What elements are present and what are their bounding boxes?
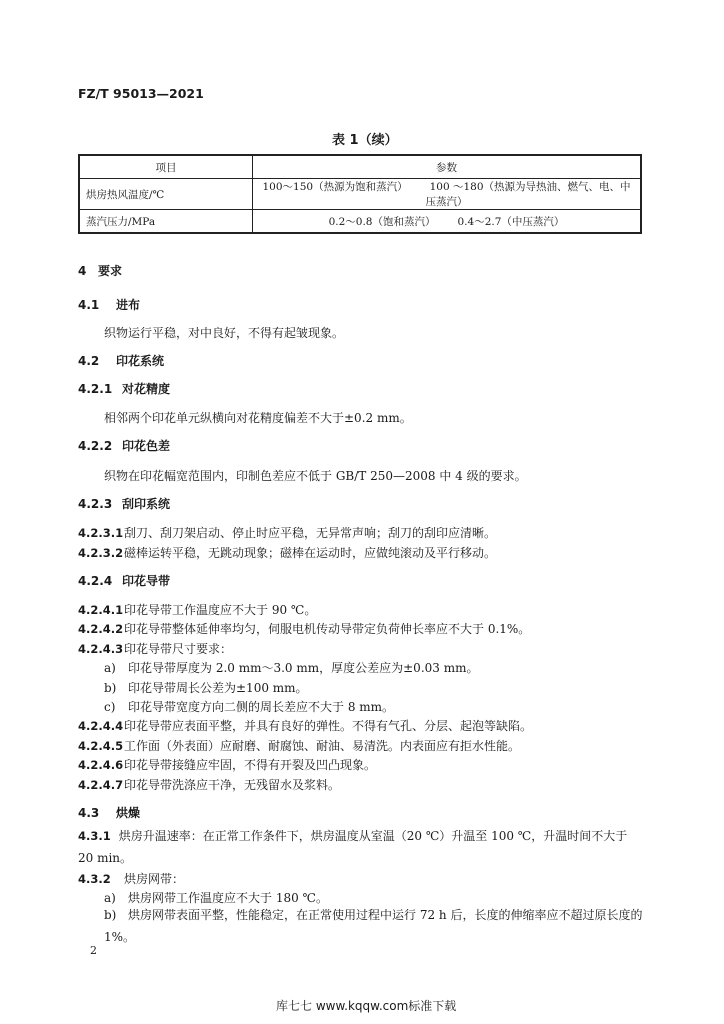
list-label: c) [104, 700, 116, 714]
section-heading-4-1 [78, 296, 140, 313]
clause-number: 4.3.1 [78, 829, 111, 843]
clause-number: 4.2.4.1 [78, 603, 124, 617]
clause-number: 4.2.4.3 [78, 642, 124, 656]
section-title: 对花精度 [122, 382, 171, 396]
clause-4-2-4-1 [78, 601, 316, 618]
clause-text: 烘房升温速率：在正常工作条件下，烘房温度从室温（20 ℃）升温至 100 ℃，升温时间不大于 20 min。 [78, 829, 628, 865]
clause-text: 印花导带应表面平整，并具有良好的弹性。不得有气孔、分层、起泡等缺陷。 [124, 719, 533, 733]
table-header-row [79, 155, 641, 179]
clause-4-3-1 [78, 825, 644, 869]
section-heading-4-2-2 [78, 437, 170, 454]
table-row [79, 179, 641, 210]
section-number: 4.2.1 [78, 382, 113, 396]
list-label: b) [104, 681, 117, 695]
clause-number: 4.2.4.6 [78, 758, 124, 772]
standard-code-header: FZ/T 95013—2021 [78, 86, 204, 101]
section-title: 烘燥 [116, 806, 141, 820]
param-value-a: 100～150（热源为饱和蒸汽） [262, 181, 408, 193]
section-number: 4.2 [78, 354, 100, 368]
list-label: a) [104, 661, 116, 675]
list-text: 印花导带厚度为 2.0 mm～3.0 mm，厚度公差应为±0.03 mm。 [128, 661, 479, 675]
section-number: 4.2.4 [78, 574, 113, 588]
parameter-table [78, 154, 642, 234]
column-header-item: 项目 [79, 155, 253, 179]
clause-number: 4.2.4.4 [78, 719, 124, 733]
section-title: 刮印系统 [122, 497, 171, 511]
clause-4-2-4-2 [78, 620, 530, 637]
clause-4-2-4-7 [78, 776, 340, 793]
clause-4-2-4-4 [78, 717, 532, 734]
clause-4-2-4-3 [78, 640, 232, 657]
clause-number: 4.2.3.1 [78, 526, 124, 540]
list-text: 印花导带宽度方向二侧的周长差应不大于 8 mm。 [128, 700, 395, 714]
list-item-4-2-4-3-c [104, 698, 394, 715]
section-title: 进布 [116, 298, 141, 312]
list-text: 烘房网带表面平整，性能稳定，在正常使用过程中运行 72 h 后，长度的伸缩率应不超过原长度的 1%。 [104, 908, 643, 944]
list-item-4-2-4-3-a [104, 659, 478, 676]
table-caption: 表 1（续） [332, 133, 398, 148]
clause-text: 磁棒运转平稳，无跳动现象；磁棒在运动时，应做纯滚动及平行移动。 [124, 546, 497, 560]
section-title: 印花系统 [116, 354, 165, 368]
section-heading-4-2-4 [78, 572, 170, 589]
section-number: 4.2.2 [78, 439, 113, 453]
footer-watermark-text: 库七七 www.kqqw.com标准下载 [276, 999, 457, 1013]
table-cell-item: 烘房热风温度/℃ [79, 179, 253, 210]
section-title: 印花导带 [122, 574, 171, 588]
clause-text: 烘房网带： [124, 872, 185, 886]
clause-text: 印花导带接缝应牢固，不得有开裂及凹凸现象。 [124, 758, 377, 772]
section-heading-4-2-1 [78, 380, 170, 397]
section-number: 4.3 [78, 806, 100, 820]
section-number: 4.2.3 [78, 497, 113, 511]
list-label: a) [104, 891, 116, 905]
section-number: 4.1 [78, 298, 100, 312]
table-cell-param [253, 210, 642, 234]
section-heading-4-3 [78, 804, 140, 821]
list-item-4-3-2-b [104, 904, 644, 948]
section-heading-4 [78, 262, 122, 279]
clause-text: 印花导带尺寸要求： [124, 642, 233, 656]
param-value-b: 100 ～180（热源为导热油、燃气、电、中压蒸汽） [425, 181, 631, 208]
section-number: 4 [78, 264, 87, 278]
list-item-4-2-4-3-b [104, 679, 308, 696]
clause-4-2-3-1 [78, 524, 496, 541]
param-value-a: 0.2～0.8（饱和蒸汽） [328, 215, 436, 228]
table-cell-item: 蒸汽压力/MPa [79, 210, 253, 234]
list-label: b) [104, 908, 117, 922]
paragraph-4-2-2: 织物在印花幅宽范围内，印制色差应不低于 GB/T 250—2008 中 4 级的要求。 [104, 469, 527, 483]
param-value-b: 0.4～2.7（中压蒸汽） [457, 215, 565, 228]
clause-number: 4.2.4.2 [78, 622, 124, 636]
list-text: 烘房网带工作温度应不大于 180 ℃。 [128, 891, 328, 905]
section-heading-4-2 [78, 352, 164, 369]
section-title: 印花色差 [122, 439, 171, 453]
clause-4-2-3-2 [78, 544, 496, 561]
clause-number: 4.2.3.2 [78, 546, 124, 560]
clause-text: 印花导带洗涤应干净，无残留水及浆料。 [124, 778, 341, 792]
clause-text: 印花导带整体延伸率均匀，伺服电机传动导带定负荷伸长率应不大于 0.1%。 [124, 622, 531, 636]
paragraph-4-1: 织物运行平稳，对中良好，不得有起皱现象。 [104, 326, 345, 340]
clause-4-2-4-6 [78, 756, 376, 773]
table-row [79, 210, 641, 234]
clause-number: 4.3.2 [78, 872, 111, 886]
section-heading-4-2-3 [78, 495, 170, 512]
section-title: 要求 [98, 264, 123, 278]
clause-number: 4.2.4.7 [78, 778, 124, 792]
paragraph-4-2-1: 相邻两个印花单元纵横向对花精度偏差不大于±0.2 mm。 [104, 411, 412, 425]
list-text: 印花导带周长公差为±100 mm。 [128, 681, 308, 695]
column-header-param: 参数 [253, 155, 642, 179]
page-number: 2 [90, 944, 97, 957]
clause-text: 刮刀、刮刀架启动、停止时应平稳，无异常声响；刮刀的刮印应清晰。 [124, 526, 497, 540]
clause-number: 4.2.4.5 [78, 739, 124, 753]
clause-text: 工作面（外表面）应耐磨、耐腐蚀、耐油、易清洗。内表面应有拒水性能。 [124, 739, 521, 753]
table-cell-param [253, 179, 642, 210]
clause-4-2-4-5 [78, 737, 520, 754]
clause-text: 印花导带工作温度应不大于 90 ℃。 [124, 603, 317, 617]
clause-4-3-2 [78, 870, 184, 887]
